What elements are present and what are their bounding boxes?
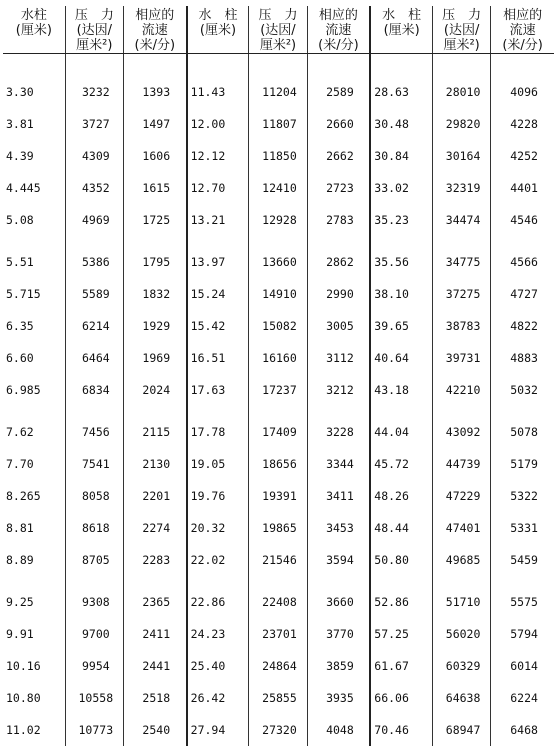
cell-flow-speed: 4096 xyxy=(491,54,554,109)
cell-flow-speed: 2518 xyxy=(123,682,186,714)
cell-water-column: 15.24 xyxy=(187,278,249,310)
cell-water-column: 6.985 xyxy=(6,383,41,397)
cell-pressure: 7541 xyxy=(65,448,123,480)
pressure-flow-table xyxy=(3,6,554,746)
cell-pressure: 27320 xyxy=(249,714,307,746)
cell-water-column: 28.63 xyxy=(370,54,432,109)
cell-flow-speed: 3935 xyxy=(307,682,370,714)
cell-flow-speed: 2990 xyxy=(307,278,370,310)
cell-flow-speed: 2283 xyxy=(123,544,186,576)
cell-pressure: 11204 xyxy=(249,54,307,109)
cell-water-column: 22.86 xyxy=(187,576,249,618)
cell-pressure: 47401 xyxy=(433,512,491,544)
cell-water-column: 10.16 xyxy=(6,659,41,673)
cell-pressure: 51710 xyxy=(433,576,491,618)
header-text-line: 水 柱 xyxy=(382,8,422,23)
cell-pressure: 47229 xyxy=(433,480,491,512)
header-text-line: 压 力 xyxy=(74,8,114,23)
cell-water-column: 30.48 xyxy=(370,108,432,140)
header-text-line: 流速 xyxy=(325,23,352,38)
cell-pressure: 39731 xyxy=(433,342,491,374)
table-body xyxy=(3,54,554,747)
header-text-line: 相应的 xyxy=(135,8,175,23)
cell-pressure: 10558 xyxy=(65,682,123,714)
cell-water-column: 6.35 xyxy=(6,319,34,333)
cell-flow-speed: 3228 xyxy=(307,406,370,448)
header-text-line: 相应的 xyxy=(503,8,543,23)
header-text-line: 水柱 xyxy=(20,8,47,23)
cell-water-column: 3.30 xyxy=(6,85,34,99)
cell-water-column: 48.44 xyxy=(370,512,432,544)
table-row xyxy=(3,544,554,576)
cell-pressure: 12410 xyxy=(249,172,307,204)
cell-pressure: 6834 xyxy=(65,374,123,406)
cell-flow-speed: 4883 xyxy=(491,342,554,374)
header-text-line: (米/分) xyxy=(318,38,359,53)
cell-water-column: 13.21 xyxy=(187,204,249,236)
cell-water-column: 27.94 xyxy=(187,714,249,746)
header-text-line: (米/分) xyxy=(502,38,543,53)
header-row xyxy=(3,6,554,54)
table-row xyxy=(3,406,554,448)
cell-water-column: 17.78 xyxy=(187,406,249,448)
cell-water-column: 4.39 xyxy=(6,149,34,163)
header-text-line: (厘米) xyxy=(199,23,237,38)
cell-water-column: 43.18 xyxy=(370,374,432,406)
cell-pressure: 23701 xyxy=(249,618,307,650)
header-flow-speed-3 xyxy=(491,6,554,54)
cell-flow-speed: 2115 xyxy=(123,406,186,448)
cell-flow-speed: 5794 xyxy=(491,618,554,650)
cell-water-column: 45.72 xyxy=(370,448,432,480)
table-row xyxy=(3,682,554,714)
cell-pressure: 7456 xyxy=(65,406,123,448)
cell-flow-speed: 2201 xyxy=(123,480,186,512)
cell-water-column: 40.64 xyxy=(370,342,432,374)
cell-water-column: 38.10 xyxy=(370,278,432,310)
cell-flow-speed: 3112 xyxy=(307,342,370,374)
cell-flow-speed: 6224 xyxy=(491,682,554,714)
table-row xyxy=(3,618,554,650)
cell-water-column: 19.05 xyxy=(187,448,249,480)
header-text-line: (厘米) xyxy=(383,23,420,38)
table-row xyxy=(3,310,554,342)
cell-water-column: 11.02 xyxy=(6,723,41,737)
cell-pressure: 6464 xyxy=(65,342,123,374)
cell-water-column: 12.70 xyxy=(187,172,249,204)
cell-flow-speed: 2411 xyxy=(123,618,186,650)
cell-flow-speed: 1795 xyxy=(123,236,186,278)
cell-pressure: 37275 xyxy=(433,278,491,310)
cell-pressure: 13660 xyxy=(249,236,307,278)
header-text-line: 水 柱 xyxy=(198,8,238,23)
header-water-column-1 xyxy=(3,6,65,54)
cell-water-column: 5.51 xyxy=(6,255,34,269)
table-row xyxy=(3,204,554,236)
cell-pressure: 18656 xyxy=(249,448,307,480)
cell-flow-speed: 3212 xyxy=(307,374,370,406)
cell-pressure: 49685 xyxy=(433,544,491,576)
cell-pressure: 9954 xyxy=(65,650,123,682)
cell-water-column: 16.51 xyxy=(187,342,249,374)
table-row xyxy=(3,54,554,109)
cell-pressure: 42210 xyxy=(433,374,491,406)
cell-pressure: 16160 xyxy=(249,342,307,374)
cell-flow-speed: 4048 xyxy=(307,714,370,746)
cell-pressure: 43092 xyxy=(433,406,491,448)
header-text-line: (米/分) xyxy=(134,38,176,53)
cell-flow-speed: 4401 xyxy=(491,172,554,204)
cell-water-column: 52.86 xyxy=(370,576,432,618)
header-water-column-3 xyxy=(370,6,432,54)
cell-pressure: 19865 xyxy=(249,512,307,544)
cell-flow-speed: 1725 xyxy=(123,204,186,236)
cell-flow-speed: 6468 xyxy=(491,714,554,746)
cell-pressure: 10773 xyxy=(65,714,123,746)
cell-flow-speed: 2365 xyxy=(123,576,186,618)
cell-flow-speed: 2274 xyxy=(123,512,186,544)
cell-flow-speed: 3453 xyxy=(307,512,370,544)
cell-flow-speed: 5032 xyxy=(491,374,554,406)
table-row xyxy=(3,448,554,480)
cell-flow-speed: 3344 xyxy=(307,448,370,480)
cell-flow-speed: 1393 xyxy=(123,54,186,109)
cell-flow-speed: 1606 xyxy=(123,140,186,172)
header-pressure-3 xyxy=(433,6,491,54)
cell-pressure: 64638 xyxy=(433,682,491,714)
header-flow-speed-1 xyxy=(123,6,186,54)
cell-pressure: 21546 xyxy=(249,544,307,576)
cell-pressure: 25855 xyxy=(249,682,307,714)
cell-water-column: 15.42 xyxy=(187,310,249,342)
cell-pressure: 34474 xyxy=(433,204,491,236)
cell-water-column: 8.81 xyxy=(6,521,34,535)
cell-water-column: 50.80 xyxy=(370,544,432,576)
cell-pressure: 44739 xyxy=(433,448,491,480)
cell-pressure: 32319 xyxy=(433,172,491,204)
cell-pressure: 6214 xyxy=(65,310,123,342)
cell-flow-speed: 4566 xyxy=(491,236,554,278)
cell-pressure: 5386 xyxy=(65,236,123,278)
cell-pressure: 3232 xyxy=(65,54,123,109)
cell-water-column: 33.02 xyxy=(370,172,432,204)
cell-flow-speed: 5575 xyxy=(491,576,554,618)
cell-water-column: 9.25 xyxy=(6,595,34,609)
header-text-line: 厘米²) xyxy=(259,38,297,53)
cell-water-column: 26.42 xyxy=(187,682,249,714)
cell-flow-speed: 2024 xyxy=(123,374,186,406)
cell-pressure: 56020 xyxy=(433,618,491,650)
cell-flow-speed: 5459 xyxy=(491,544,554,576)
header-flow-speed-2 xyxy=(307,6,370,54)
cell-flow-speed: 2540 xyxy=(123,714,186,746)
cell-pressure: 12928 xyxy=(249,204,307,236)
cell-water-column: 19.76 xyxy=(187,480,249,512)
cell-flow-speed: 3005 xyxy=(307,310,370,342)
cell-flow-speed: 4727 xyxy=(491,278,554,310)
cell-pressure: 38783 xyxy=(433,310,491,342)
cell-pressure: 17409 xyxy=(249,406,307,448)
table-row xyxy=(3,374,554,406)
cell-pressure: 5589 xyxy=(65,278,123,310)
cell-flow-speed: 6014 xyxy=(491,650,554,682)
cell-water-column: 25.40 xyxy=(187,650,249,682)
cell-pressure: 11850 xyxy=(249,140,307,172)
cell-pressure: 4352 xyxy=(65,172,123,204)
cell-water-column: 24.23 xyxy=(187,618,249,650)
cell-pressure: 3727 xyxy=(65,108,123,140)
cell-water-column: 5.08 xyxy=(6,213,34,227)
table-row xyxy=(3,650,554,682)
cell-flow-speed: 5078 xyxy=(491,406,554,448)
cell-pressure: 9700 xyxy=(65,618,123,650)
header-text-line: (厘米) xyxy=(15,23,52,38)
cell-pressure: 68947 xyxy=(433,714,491,746)
cell-water-column: 35.23 xyxy=(370,204,432,236)
cell-flow-speed: 1497 xyxy=(123,108,186,140)
cell-flow-speed: 3411 xyxy=(307,480,370,512)
header-text-line: (达因/ xyxy=(76,23,113,38)
cell-pressure: 17237 xyxy=(249,374,307,406)
cell-water-column: 11.43 xyxy=(187,54,249,109)
cell-pressure: 30164 xyxy=(433,140,491,172)
cell-water-column: 8.265 xyxy=(6,489,41,503)
table-row xyxy=(3,714,554,746)
header-text-line: (达因/ xyxy=(260,23,296,38)
cell-water-column: 10.80 xyxy=(6,691,41,705)
cell-water-column: 61.67 xyxy=(370,650,432,682)
cell-flow-speed: 4822 xyxy=(491,310,554,342)
cell-water-column: 20.32 xyxy=(187,512,249,544)
cell-flow-speed: 3859 xyxy=(307,650,370,682)
cell-pressure: 11807 xyxy=(249,108,307,140)
header-pressure-2 xyxy=(249,6,307,54)
cell-flow-speed: 4546 xyxy=(491,204,554,236)
cell-flow-speed: 2589 xyxy=(307,54,370,109)
cell-water-column: 48.26 xyxy=(370,480,432,512)
cell-flow-speed: 1969 xyxy=(123,342,186,374)
cell-water-column: 22.02 xyxy=(187,544,249,576)
cell-pressure: 8058 xyxy=(65,480,123,512)
cell-pressure: 28010 xyxy=(433,54,491,109)
cell-flow-speed: 1832 xyxy=(123,278,186,310)
cell-water-column: 70.46 xyxy=(370,714,432,746)
cell-flow-speed: 5331 xyxy=(491,512,554,544)
cell-flow-speed: 5322 xyxy=(491,480,554,512)
cell-pressure: 4969 xyxy=(65,204,123,236)
cell-flow-speed: 3594 xyxy=(307,544,370,576)
table-row xyxy=(3,172,554,204)
cell-flow-speed: 3660 xyxy=(307,576,370,618)
cell-water-column: 12.12 xyxy=(187,140,249,172)
table-row xyxy=(3,576,554,618)
cell-pressure: 8618 xyxy=(65,512,123,544)
cell-water-column: 3.81 xyxy=(6,117,34,131)
header-text-line: 流速 xyxy=(509,23,536,38)
cell-water-column: 35.56 xyxy=(370,236,432,278)
cell-pressure: 15082 xyxy=(249,310,307,342)
table-row xyxy=(3,278,554,310)
cell-flow-speed: 4252 xyxy=(491,140,554,172)
cell-flow-speed: 1615 xyxy=(123,172,186,204)
cell-water-column: 7.70 xyxy=(6,457,34,471)
cell-flow-speed: 2862 xyxy=(307,236,370,278)
cell-pressure: 29820 xyxy=(433,108,491,140)
cell-pressure: 22408 xyxy=(249,576,307,618)
cell-pressure: 14910 xyxy=(249,278,307,310)
header-text-line: 厘米²) xyxy=(76,38,113,53)
cell-water-column: 13.97 xyxy=(187,236,249,278)
header-text-line: 压 力 xyxy=(442,8,482,23)
table-row xyxy=(3,236,554,278)
cell-water-column: 9.91 xyxy=(6,627,34,641)
table-row xyxy=(3,108,554,140)
cell-water-column: 12.00 xyxy=(187,108,249,140)
header-text-line: 厘米²) xyxy=(443,38,480,53)
header-pressure-1 xyxy=(65,6,123,54)
cell-flow-speed: 2441 xyxy=(123,650,186,682)
cell-water-column: 39.65 xyxy=(370,310,432,342)
cell-water-column: 30.84 xyxy=(370,140,432,172)
cell-water-column: 6.60 xyxy=(6,351,34,365)
cell-water-column: 66.06 xyxy=(370,682,432,714)
cell-water-column: 7.62 xyxy=(6,425,34,439)
table-row xyxy=(3,512,554,544)
header-text-line: 压 力 xyxy=(258,8,298,23)
cell-flow-speed: 3770 xyxy=(307,618,370,650)
cell-pressure: 24864 xyxy=(249,650,307,682)
cell-flow-speed: 4228 xyxy=(491,108,554,140)
cell-pressure: 19391 xyxy=(249,480,307,512)
cell-pressure: 9308 xyxy=(65,576,123,618)
cell-flow-speed: 2723 xyxy=(307,172,370,204)
cell-water-column: 8.89 xyxy=(6,553,34,567)
cell-flow-speed: 2130 xyxy=(123,448,186,480)
table-row xyxy=(3,140,554,172)
table-row xyxy=(3,342,554,374)
cell-pressure: 8705 xyxy=(65,544,123,576)
cell-water-column: 17.63 xyxy=(187,374,249,406)
cell-flow-speed: 5179 xyxy=(491,448,554,480)
header-text-line: 流速 xyxy=(141,23,168,38)
cell-water-column: 57.25 xyxy=(370,618,432,650)
cell-water-column: 4.445 xyxy=(6,181,41,195)
cell-flow-speed: 1929 xyxy=(123,310,186,342)
cell-pressure: 4309 xyxy=(65,140,123,172)
table-row xyxy=(3,480,554,512)
cell-water-column: 44.04 xyxy=(370,406,432,448)
cell-water-column: 5.715 xyxy=(6,287,41,301)
cell-flow-speed: 2783 xyxy=(307,204,370,236)
header-water-column-2 xyxy=(187,6,249,54)
cell-pressure: 34775 xyxy=(433,236,491,278)
cell-flow-speed: 2660 xyxy=(307,108,370,140)
cell-pressure: 60329 xyxy=(433,650,491,682)
header-text-line: (达因/ xyxy=(443,23,480,38)
header-text-line: 相应的 xyxy=(318,8,358,23)
cell-flow-speed: 2662 xyxy=(307,140,370,172)
